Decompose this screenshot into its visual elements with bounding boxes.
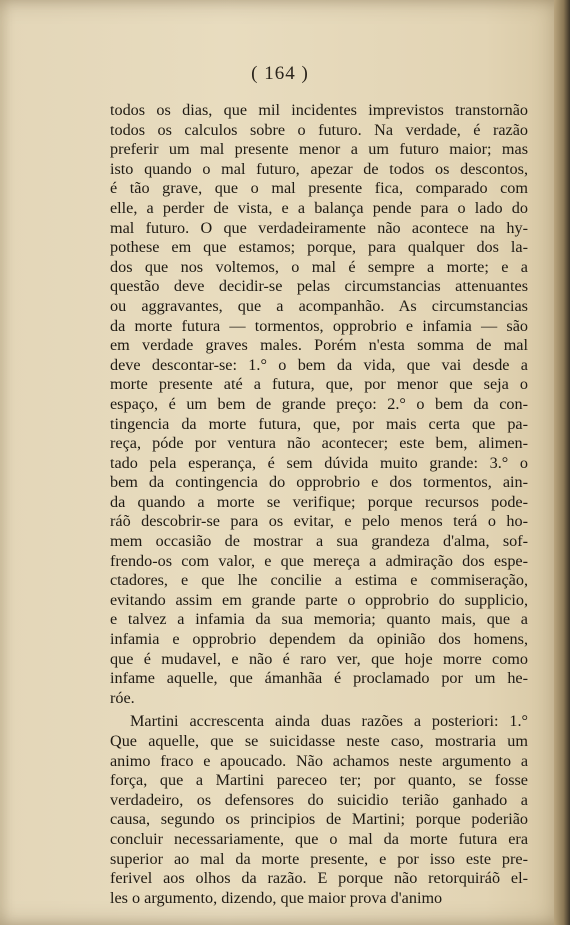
text-line: bem da contingencia do opprobrio e dos tormentos, ain- (110, 473, 528, 492)
text-line: que é mudavel, e não é raro ver, que hoje morre como (110, 649, 528, 668)
text-line: róe. (110, 688, 135, 707)
text-line: Que aquelle, que se suicidasse neste caso, mostraria um (110, 732, 528, 750)
text-line: isto quando o mal futuro, apezar de todos os descontos, (110, 159, 528, 178)
text-line: ráõ descobrir-se para os evitar, e pelo menos terá o ho- (110, 512, 528, 531)
text-line: dos que nos voltemos, o mal é sempre a morte; e a (110, 257, 528, 276)
text-line: e talvez a infamia da sua memoria; quanto mais, que a (110, 610, 528, 629)
paragraph-2 (110, 712, 528, 908)
text-line: tado pela esperança, é sem dúvida muito grande: 3.° o (110, 453, 528, 472)
text-line: espaço, é um bem de grande preço: 2.° o bem da con- (110, 394, 528, 413)
text-line: da quando a morte se verifique; porque recursos pode- (110, 492, 528, 511)
text-line: animo fraco e apoucado. Não achamos neste argumento a (110, 751, 528, 770)
text-line: todos os dias, que mil incidentes imprevistos transtornão (110, 101, 528, 119)
text-line: reça, póde por ventura não acontecer; este bem, alimen- (110, 434, 528, 453)
text-line: concluir necessariamente, que o mal da morte futura era (110, 829, 528, 848)
text-line: superior ao mal da morte presente, e por isso este pre- (110, 849, 528, 868)
text-line: da morte futura — tormentos, opprobrio e infamia — são (110, 316, 528, 335)
text-line: frendo-os com valor, e que mereça a admiração dos espe- (110, 551, 528, 570)
text-line: les o argumento, dizendo, que maior prova d'animo (110, 888, 443, 907)
text-line: ou aggravantes, que a acompanhão. As circumstancias (110, 296, 528, 315)
page-number: ( 164 ) (251, 63, 309, 84)
text-line: todos os calculos sobre o futuro. Na verdade, é razão (110, 120, 528, 139)
text-line: ferivel aos olhos da razão. E porque não retorquiráõ el- (110, 869, 528, 888)
text-line: preferir um mal presente menor a um futuro maior; mas (110, 140, 528, 159)
text-line: morte presente até a futura, que, por menor que seja o (110, 375, 528, 394)
text-line: infamia e opprobrio dependem da opinião dos homens, (110, 630, 528, 649)
text-line: infame aquelle, que ámanhãa é proclamado por um he- (110, 669, 528, 688)
text-line: verdadeiro, os defensores do suicidio terião ganhado a (110, 790, 528, 809)
text-line: mal futuro. O que verdadeiramente não acontece na hy- (110, 218, 528, 237)
text-line: força, que a Martini pareceo ter; por quanto, se fosse (110, 771, 528, 790)
text-line: questão deve decidir-se pelas circumstancias attenuantes (110, 277, 528, 296)
paragraph-1 (110, 101, 528, 708)
text-line: elle, a perder de vista, e a balança pende para o lado do (110, 198, 528, 217)
text-line: evitando assim em grande parte o opprobrio do supplicio, (110, 590, 528, 609)
page-edge (554, 0, 570, 925)
text-line: causa, segundo os principios de Martini; porque poderião (110, 810, 528, 829)
text-line: Martini accrescenta ainda duas razões a posteriori: 1.° (130, 712, 528, 731)
text-line: pothese em que estamos; porque, para qualquer dos la- (110, 238, 528, 257)
text-line: deve descontar-se: 1.° o bem da vida, que vai desde a (110, 355, 528, 374)
text-line: em verdade graves males. Porém n'esta somma de mal (110, 336, 528, 355)
text-line: é tão grave, que o mal presente fica, comparado com (110, 179, 528, 198)
text-line: tingencia da morte futura, que, por mais certa que pa- (110, 414, 528, 433)
page-body (110, 101, 528, 908)
text-line: ctadores, e que lhe concilie a estima e commiseração, (110, 571, 528, 590)
text-line: mem occasião de mostrar a sua grandeza d'alma, sof- (110, 532, 528, 551)
